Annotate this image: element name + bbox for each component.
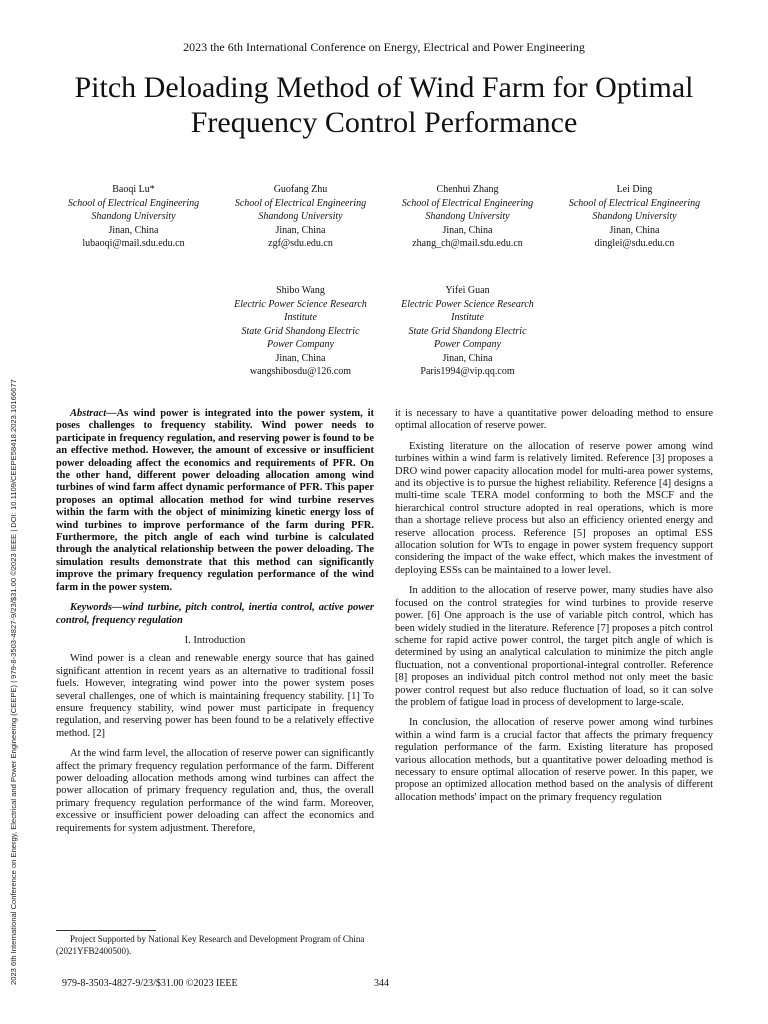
abstract-label: Abstract bbox=[70, 408, 107, 419]
author-email: zhang_ch@mail.sdu.edu.cn bbox=[412, 238, 523, 249]
author-affiliation: Electric Power Science Research bbox=[234, 298, 367, 310]
body-paragraph: In conclusion, the allocation of reserve power among wind turbines within a wind farm is a crucial factor that affects the primary frequency regulation performance of the farm. Existing literature has proposed various allocation methods, but a quantitative power deloading method is necessary to ensure optimal allocation of reserve power. In this paper, we propose an optimized allocation method based on the analysis of different allocation methods' impact on the primary frequency regulation bbox=[395, 717, 713, 803]
abstract-text: —As wind power is integrated into the power system, it poses challenges to frequency stability. Wind power needs to participate in frequency regulation, and reserving power is found to be an effective method. However, the amount of excessive or insufficient power deloading affect the economics and requirements of PFR. On the other hand, different power deloading allocation among wind turbines of wind farm affect dynamic performance of PFR. This paper proposes an optimal allocation method for wind turbine reserves within the farm with the object of minimizing kinetic energy loss of wind turbines to improve performance of the farm during PFR. Furthermore, the pitch angle of each wind turbine is calculated through the analytical relationship between the power deloading. The simulation results demonstrate that this method can significantly improve the primary frequency regulation performance of the wind farm in the power system. bbox=[56, 408, 374, 593]
author-email: zgf@sdu.edu.cn bbox=[268, 238, 333, 249]
author-affiliation: School of Electrical Engineering bbox=[401, 197, 534, 209]
author-location: Jinan, China bbox=[275, 224, 326, 236]
author-location: Jinan, China bbox=[275, 352, 326, 364]
author-affiliation: Power Company bbox=[434, 339, 501, 350]
author-block bbox=[551, 183, 718, 251]
doi-sidebar: 2023 6th International Conference on Energy, Electrical and Power Engineering (CEEPE) | 979-8-3503-4827-9/23/$31.00 ©2023 IEEE | DOI: 10.1109/CEEPE58418.2023.10166677 bbox=[9, 379, 18, 985]
body-paragraph: it is necessary to have a quantitative power deloading method to ensure optimal allocation of reserve power. bbox=[395, 408, 713, 432]
copyright-line: 979-8-3503-4827-9/23/$31.00 ©2023 IEEE bbox=[62, 978, 238, 989]
author-email: lubaoqi@mail.sdu.edu.cn bbox=[82, 238, 185, 249]
body-paragraph: In addition to the allocation of reserve power, many studies have also focused on the control strategies for wind turbines to provide reserve power. [6] One approach is the use of variable pitch control, which has been widely studied in the literature. Reference [7] proposes a pitch control scheme for rapid active power control, the target pitch angle of which is determined by using an analytical calculation to minimize the pitch angle fluctuation, not a conventional proportional-integral controller. Reference [8] proposes an individual pitch control method not only meet the basic power control request but also reduce fluctuation of load, so it can solve the problem of fatigue load in process of development to large-scale. bbox=[395, 585, 713, 708]
author-affiliation: Institute bbox=[451, 312, 484, 323]
authors-row-2 bbox=[50, 284, 718, 379]
author-location: Jinan, China bbox=[442, 224, 493, 236]
author-affiliation: Electric Power Science Research bbox=[401, 298, 534, 310]
section-heading-introduction: I. Introduction bbox=[184, 634, 246, 646]
author-affiliation: Shandong University bbox=[91, 211, 176, 222]
author-affiliation: School of Electrical Engineering bbox=[234, 197, 367, 209]
author-block bbox=[384, 284, 551, 379]
authors-row-1 bbox=[50, 183, 718, 251]
conference-header: 2023 the 6th International Conference on Energy, Electrical and Power Engineering bbox=[183, 40, 585, 54]
author-affiliation: Shandong University bbox=[258, 211, 343, 222]
author-affiliation: State Grid Shandong Electric bbox=[241, 325, 360, 337]
body-paragraph: Wind power is a clean and renewable energy source that has gained significant attention in recent years as an alternative to traditional fossil fuels. However, integrating wind power into the power system poses several challenges, one of which is maintaining frequency stability. [1] To ensure frequency stability, wind power must participate in frequency regulation, and reserving power has been found to be a relatively effective method. [2] bbox=[56, 653, 374, 739]
author-block bbox=[50, 183, 217, 251]
author-location: Jinan, China bbox=[609, 224, 660, 236]
abstract bbox=[56, 408, 374, 594]
author-email: wangshibosdu@126.com bbox=[249, 366, 352, 377]
author-affiliation: Shandong University bbox=[425, 211, 510, 222]
paper-title: Pitch Deloading Method of Wind Farm for Optimal Frequency Control Performance bbox=[74, 71, 694, 139]
author-location: Jinan, China bbox=[108, 224, 159, 236]
author-location: Jinan, China bbox=[442, 352, 493, 364]
keywords-label: Keywords bbox=[70, 602, 112, 614]
footnote: Project Supported by National Key Research and Development Program of China (2021YFB2400500). bbox=[56, 934, 365, 956]
author-block bbox=[217, 284, 384, 379]
author-email: dinglei@sdu.edu.cn bbox=[594, 238, 675, 249]
right-column bbox=[395, 408, 713, 812]
author-affiliation: School of Electrical Engineering bbox=[67, 197, 200, 209]
author-affiliation: Power Company bbox=[267, 339, 334, 350]
body-paragraph: Existing literature on the allocation of reserve power among wind turbines within a wind farm is relatively limited. Reference [3] proposes a DRO wind power capacity allocation model for multi-area power systems, and its objective is to pursue the highest reliability. Reference [4] designs a multi-time scale TERA model conforming to both the MSCF and the hierarchical control structure adopted in real operations, which is more than a shortage relieve process but also an efficiency oriented energy and reserve allocation process. Reference [5] proposes an optimal ESS allocation solution for WTs to engage in power system frequency support considering the impact of the wake effect, which makes the investment of deploying ESSs can be maintained to a lower level. bbox=[395, 440, 713, 576]
author-name: Shibo Wang bbox=[276, 285, 325, 296]
left-column bbox=[56, 408, 374, 843]
author-name: Guofang Zhu bbox=[273, 184, 328, 195]
author-email: Paris1994@vip.qq.com bbox=[420, 366, 515, 377]
author-name: Chenhui Zhang bbox=[436, 184, 499, 195]
author-name: Lei Ding bbox=[616, 184, 653, 195]
author-affiliation: Shandong University bbox=[592, 211, 677, 222]
author-affiliation: School of Electrical Engineering bbox=[568, 197, 701, 209]
author-affiliation: Institute bbox=[284, 312, 317, 323]
author-name: Baoqi Lu* bbox=[112, 184, 155, 195]
body-paragraph: At the wind farm level, the allocation of reserve power can significantly affect the primary frequency regulation performance of the farm. Different power deloading allocation methods among wind turbines can affect the power allocation of primary frequency regulation and, thus, the overall primary frequency regulation performance of the wind farm. Moreover, excessive or insufficient power deloading can affect the economics and requirements for system adjustment. Therefore, bbox=[56, 748, 374, 834]
keywords bbox=[56, 602, 374, 627]
footnote-divider bbox=[56, 930, 156, 931]
author-name: Yifei Guan bbox=[445, 285, 490, 296]
author-block bbox=[384, 183, 551, 251]
author-block bbox=[217, 183, 384, 251]
author-affiliation: State Grid Shandong Electric bbox=[408, 325, 527, 337]
keywords-text: —wind turbine, pitch control, inertia control, active power control, frequency regulation bbox=[56, 602, 374, 626]
page-number: 344 bbox=[374, 978, 389, 989]
